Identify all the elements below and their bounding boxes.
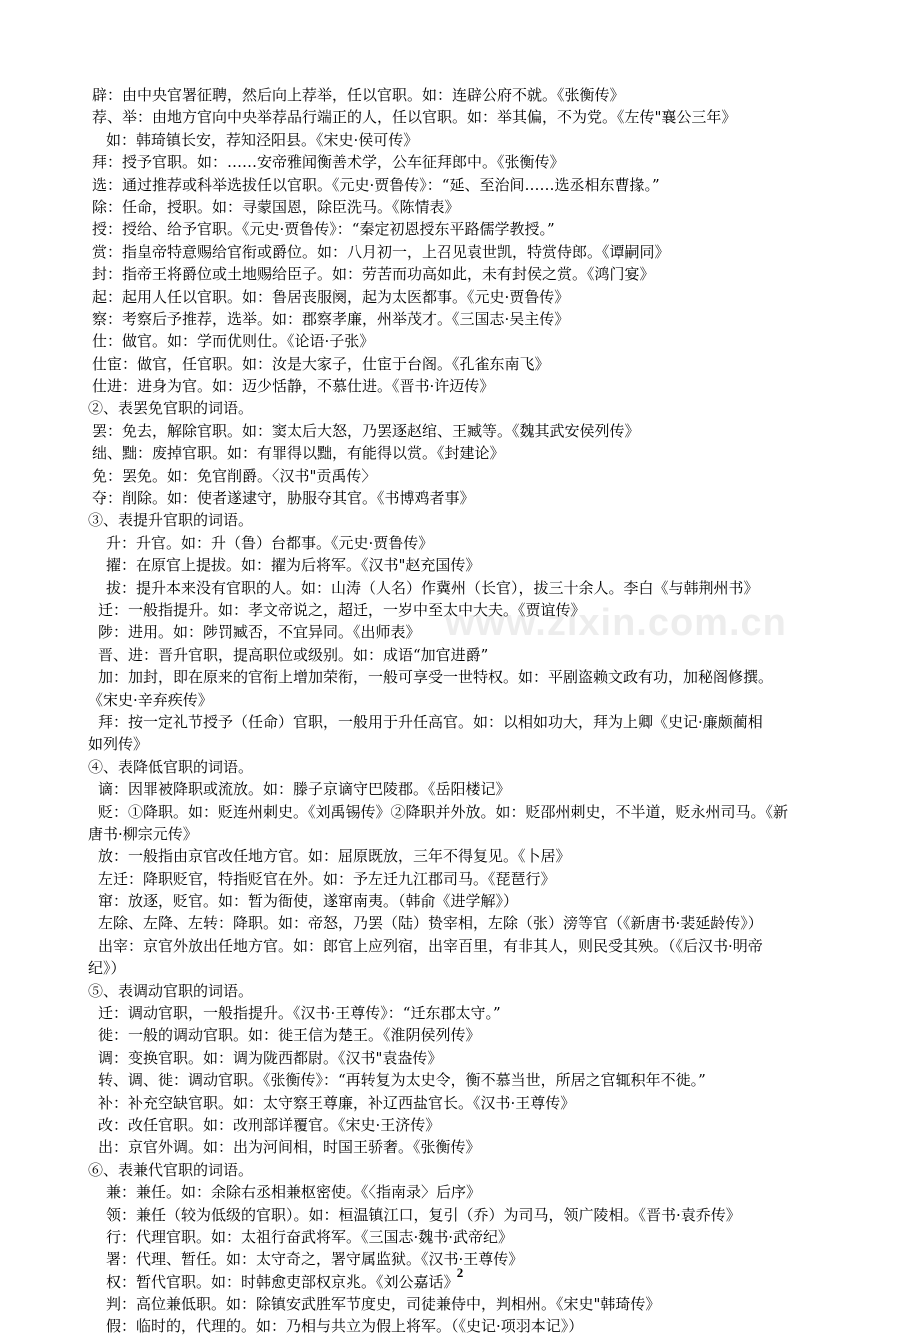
text-line-continuation: 唐书·柳宗元传》 bbox=[88, 824, 198, 843]
text-line-continuation: 纪》） bbox=[88, 959, 126, 978]
text-line: 授：授给、给予官职。《元史·贾鲁传》：“秦定初恩授东平路儒学教授。” bbox=[92, 220, 555, 239]
text-line: 转、调、徙：调动官职。《张衡传》：“再转复为太史令，衡不慕当世，所居之官辄积年不徙。” bbox=[98, 1071, 706, 1090]
text-line: 窜：放逐，贬官。如：暂为衙使，遂窜南夷。（韩俞《进学解》） bbox=[98, 892, 519, 911]
text-line: 拜：按一定礼节授予（任命）官职，一般用于升任高官。如：以相如功大，拜为上卿《史记·廉颇蔺相 bbox=[98, 712, 763, 731]
text-line: 封：指帝王将爵位或土地赐给臣子。如：劳苦而功高如此，未有封侯之赏。《鸿门宴》 bbox=[92, 265, 655, 284]
text-line: 陟：进用。如：陟罚臧否，不宜异同。《出师表》 bbox=[98, 623, 421, 642]
text-line-continuation: 《宋史·辛弃疾传》 bbox=[88, 690, 213, 709]
text-line: 拔：提升本来没有官职的人。如：山涛（人名）作冀州（长官），拔三十余人。李白《与韩荆州书》 bbox=[106, 578, 759, 597]
watermark: www.zixin.com.cn bbox=[445, 602, 787, 644]
text-line: 出：京官外调。如：出为河间相，时国王骄奢。《张衡传》 bbox=[98, 1138, 481, 1157]
text-line: 贬：①降职。如：贬连州刺史。《刘禹锡传》②降职并外放。如：贬邵州刺史，不半道，贬永州司马。《新 bbox=[98, 802, 789, 821]
text-line: 升：升官。如：升（鲁）台都事。《元史·贾鲁传》 bbox=[106, 533, 434, 552]
text-line: 免：罢免。如：免官削爵。〈汉书"贡禹传〉 bbox=[92, 466, 377, 485]
section-heading: ②、表罢免官职的词语。 bbox=[88, 399, 254, 418]
text-line: 选：通过推荐或科举选拔任以官职。《元史·贾鲁传》：“延、至治间……选丞相东曹掾。” bbox=[92, 175, 660, 194]
document-body bbox=[88, 84, 848, 1338]
section-heading: ③、表提升官职的词语。 bbox=[88, 511, 254, 530]
text-line-continuation: 如列传》 bbox=[88, 735, 149, 754]
text-line: 补：补充空缺官职。如：太守察王尊廉，补辽西盐官长。《汉书·王尊传》 bbox=[98, 1093, 576, 1112]
text-line: 假：临时的，代理的。如：乃相与共立为假上将军。（《史记·项羽本记》） bbox=[106, 1317, 584, 1336]
text-line: 拜：授予官职。如：……安帝雅闻衡善术学，公车征拜郎中。《张衡传》 bbox=[92, 153, 565, 172]
text-line: 署：代理、暂任。如：太守奇之，署守属监狱。《汉书·王尊传》 bbox=[106, 1250, 524, 1269]
text-line: 罢：免去，解除官职。如：窦太后大怒，乃罢逐赵绾、王臧等。《魏其武安侯列传》 bbox=[92, 421, 640, 440]
text-line: 权：暂代官职。如：时韩愈吏部权京兆。《刘公嘉话》 bbox=[106, 1272, 459, 1291]
text-line: 除：任命，授职。如：寻蒙国恩，除臣洗马。《陈情表》 bbox=[92, 197, 460, 216]
text-line: 谪：因罪被降职或流放。如：滕子京谪守巴陵郡。《岳阳楼记》 bbox=[98, 780, 511, 799]
text-line: 如：韩琦镇长安，荐知泾阳县。《宋史·侯可传》 bbox=[106, 130, 419, 149]
text-line: 迁：调动官职，一般指提升。《汉书·王尊传》：“迁东郡太守。” bbox=[98, 1004, 501, 1023]
text-line: 绌、黜：废掉官职。如：有罪得以黜，有能得以赏。《封建论》 bbox=[92, 444, 505, 463]
text-line: 起：起用人任以官职。如：鲁居丧服阕，起为太医都事。《元史·贾鲁传》 bbox=[92, 287, 570, 306]
text-line: 改：改任官职。如：改刑部详覆官。《宋史·王济传》 bbox=[98, 1115, 441, 1134]
text-line: 仕进：进身为官。如：迈少恬静，不慕仕进。《晋书·许迈传》 bbox=[92, 377, 495, 396]
section-heading: ④、表降低官职的词语。 bbox=[88, 757, 254, 776]
text-line: 左除、左降、左转：降职。如：帝怒，乃罢（陆）贽宰相，左除（张）滂等官（《新唐书·裴延龄传》） bbox=[98, 914, 763, 933]
text-line: 徙：一般的调动官职。如：徙王信为楚王。《淮阴侯列传》 bbox=[98, 1026, 481, 1045]
section-heading: ⑥、表兼代官职的词语。 bbox=[88, 1160, 254, 1179]
text-line: 出宰：京官外放出任地方官。如：郎官上应列宿，出宰百里，有非其人，则民受其殃。（《后汉书·明帝 bbox=[98, 936, 763, 955]
text-line: 调：变换官职。如：调为陇西都尉。《汉书"袁盎传》 bbox=[98, 1048, 443, 1067]
text-line: 领：兼任（较为低级的官职）。如：桓温镇江口，复引（乔）为司马，领广陵相。《晋书·袁乔传》 bbox=[106, 1205, 741, 1224]
section-heading: ⑤、表调动官职的词语。 bbox=[88, 981, 254, 1000]
text-line: 迁：一般指提升。如：孝文帝说之，超迁，一岁中至太中大夫。《贾谊传》 bbox=[98, 600, 586, 619]
text-line: 察：考察后予推荐，选举。如：郡察孝廉，州举茂才。《三国志·吴主传》 bbox=[92, 309, 570, 328]
text-line: 荐、举：由地方官向中央举荐品行端正的人，任以官职。如：举其偏，不为党。《左传"襄公三年》 bbox=[92, 108, 737, 127]
text-line: 左迁：降职贬官，特指贬官在外。如：予左迁九江郡司马。《琵琶行》 bbox=[98, 869, 556, 888]
text-line: 放：一般指由京官改任地方官。如：屈原既放，三年不得复见。《卜居》 bbox=[98, 847, 571, 866]
text-line: 擢：在原官上提拔。如：擢为后将军。《汉书"赵充国传》 bbox=[106, 556, 481, 575]
text-line: 加：加封，即在原来的官衔上增加荣衔，一般可享受一世特权。如：平剧盗赖文政有功，加秘阁修撰。 bbox=[98, 668, 774, 687]
text-line: 辟：由中央官署征聘，然后向上荐举，任以官职。如：连辟公府不就。《张衡传》 bbox=[92, 86, 625, 104]
text-line: 赏：指皇帝特意赐给官衔或爵位。如：八月初一，上召见袁世凯，特赏侍郎。《谭嗣同》 bbox=[92, 242, 670, 261]
text-line: 行：代理官职。如：太祖行奋武将军。《三国志·魏书·武帝纪》 bbox=[106, 1227, 514, 1246]
text-line: 判：高位兼低职。如：除镇安武胜军节度史，司徒兼侍中，判相州。《宋史"韩琦传》 bbox=[106, 1295, 661, 1314]
page-number: 2 bbox=[456, 1265, 464, 1280]
text-line: 仕宦：做官，任官职。如：汝是大家子，仕宦于台阁。《孔雀东南飞》 bbox=[92, 354, 550, 373]
text-line: 仕：做官。如：学而优则仕。《论语·子张》 bbox=[92, 332, 375, 351]
text-line: 兼：兼任。如：余除右丞相兼枢密使。《〈指南录〉后序》 bbox=[106, 1183, 482, 1202]
text-line: 晋、进：晋升官职，提高职位或级别。如：成语“加官进爵” bbox=[98, 645, 489, 664]
text-line: 夺：削除。如：使者遂逮守，胁服夺其官。《书博鸡者事》 bbox=[92, 489, 475, 508]
